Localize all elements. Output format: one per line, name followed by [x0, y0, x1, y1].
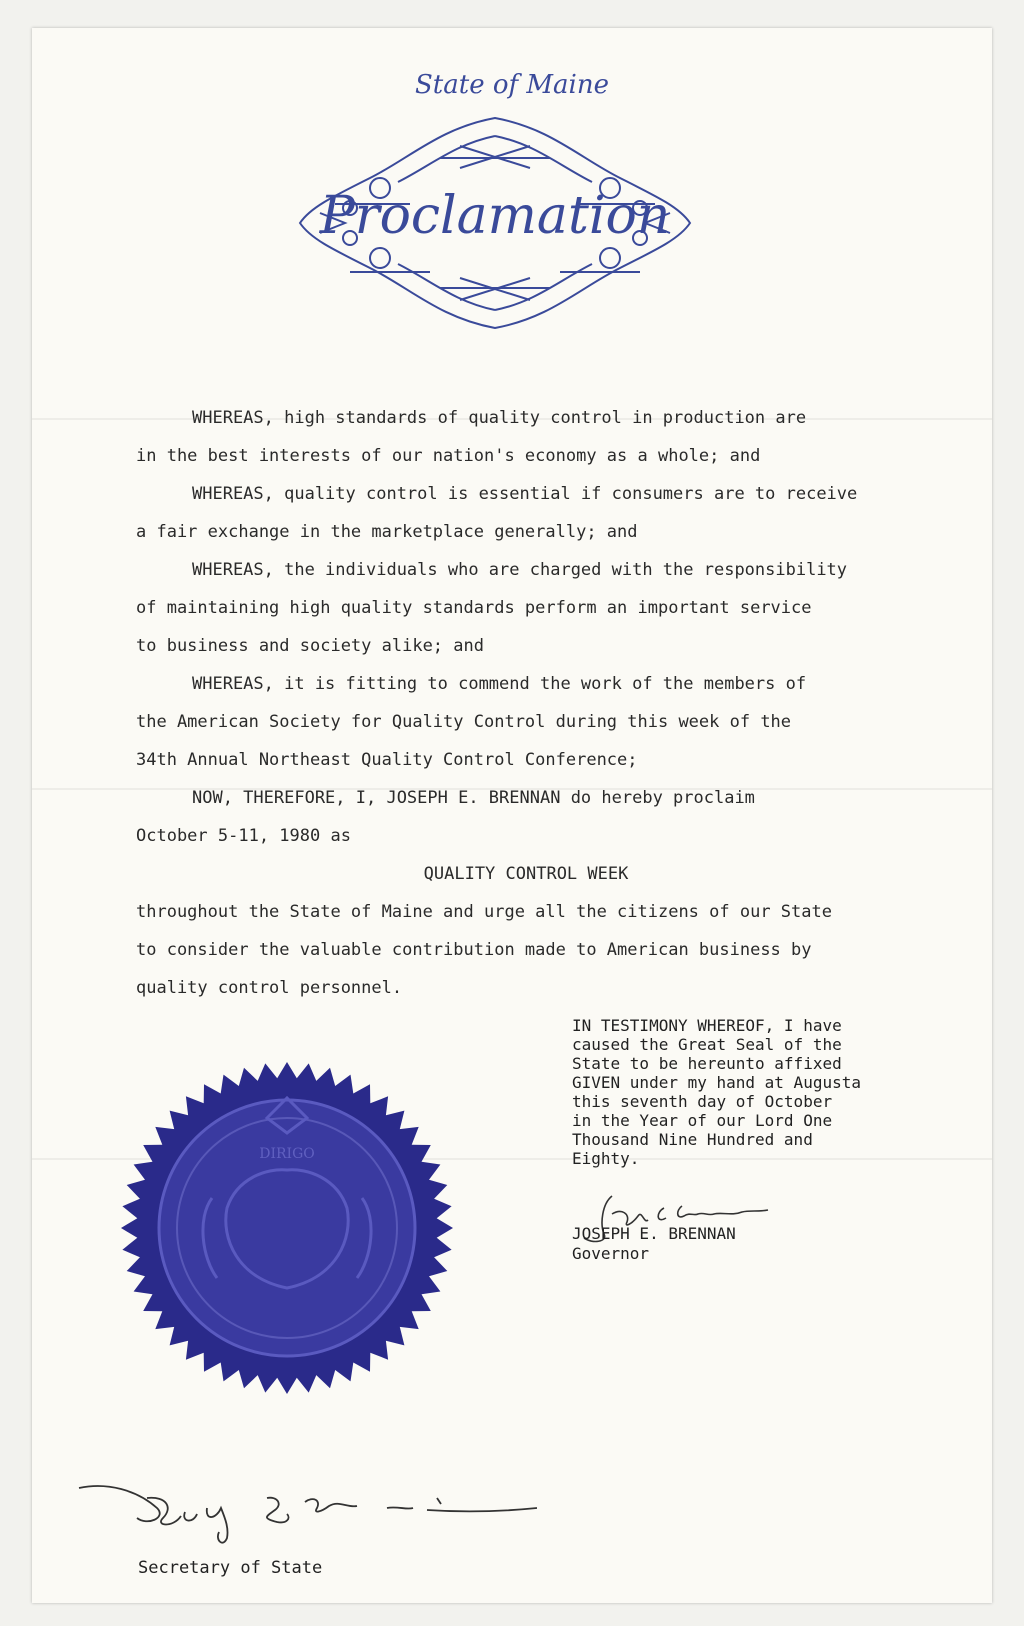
state-seal	[117, 1058, 457, 1398]
governor-name-block	[572, 1224, 736, 1264]
body-line: a fair exchange in the marketplace generally; and	[136, 522, 638, 542]
secretary-signature	[77, 1478, 537, 1563]
seal-motto: DIRIGO	[259, 1146, 315, 1162]
body-line: NOW, THEREFORE, I, JOSEPH E. BRENNAN do hereby proclaim	[192, 788, 755, 808]
seal-inner-ring	[159, 1100, 415, 1356]
body-line: WHEREAS, it is fitting to commend the work of the members of	[192, 674, 807, 694]
body-line: WHEREAS, quality control is essential if consumers are to receive	[192, 484, 858, 504]
body-line: quality control personnel.	[136, 978, 403, 998]
proclamation-heading: Proclamation	[319, 186, 671, 246]
proclaimed-week-title: QUALITY CONTROL WEEK	[423, 864, 629, 884]
body-line: to business and society alike; and	[136, 636, 484, 656]
body-line: October 5-11, 1980 as	[136, 826, 351, 846]
body-line: WHEREAS, the individuals who are charged with the responsibility	[192, 560, 848, 580]
proclamation-body	[136, 399, 916, 1007]
body-line: throughout the State of Maine and urge all the citizens of our State	[136, 902, 832, 922]
proclamation-paper	[32, 28, 992, 1603]
governor-name: JOSEPH E. BRENNAN	[572, 1224, 736, 1243]
body-line: the American Society for Quality Control during this week of the	[136, 712, 792, 732]
state-heading: State of Maine	[415, 70, 609, 100]
testimony-block: IN TESTIMONY WHEREOF, I have caused the Great Seal of the State to be hereunto affixed GIVEN under my hand at Augusta this seventh day of October in the Year of our Lord One Thousand Nine Hundred and Eighty.	[572, 1016, 861, 1168]
body-line: 34th Annual Northeast Quality Control Conference;	[136, 750, 638, 770]
body-line: WHEREAS, high standards of quality control in production are	[192, 408, 807, 428]
body-line: to consider the valuable contribution made to American business by	[136, 940, 812, 960]
body-line: in the best interests of our nation's economy as a whole; and	[136, 446, 761, 466]
governor-title: Governor	[572, 1244, 650, 1263]
body-line: of maintaining high quality standards perform an important service	[136, 598, 812, 618]
secretary-title: Secretary of State	[138, 1558, 323, 1578]
